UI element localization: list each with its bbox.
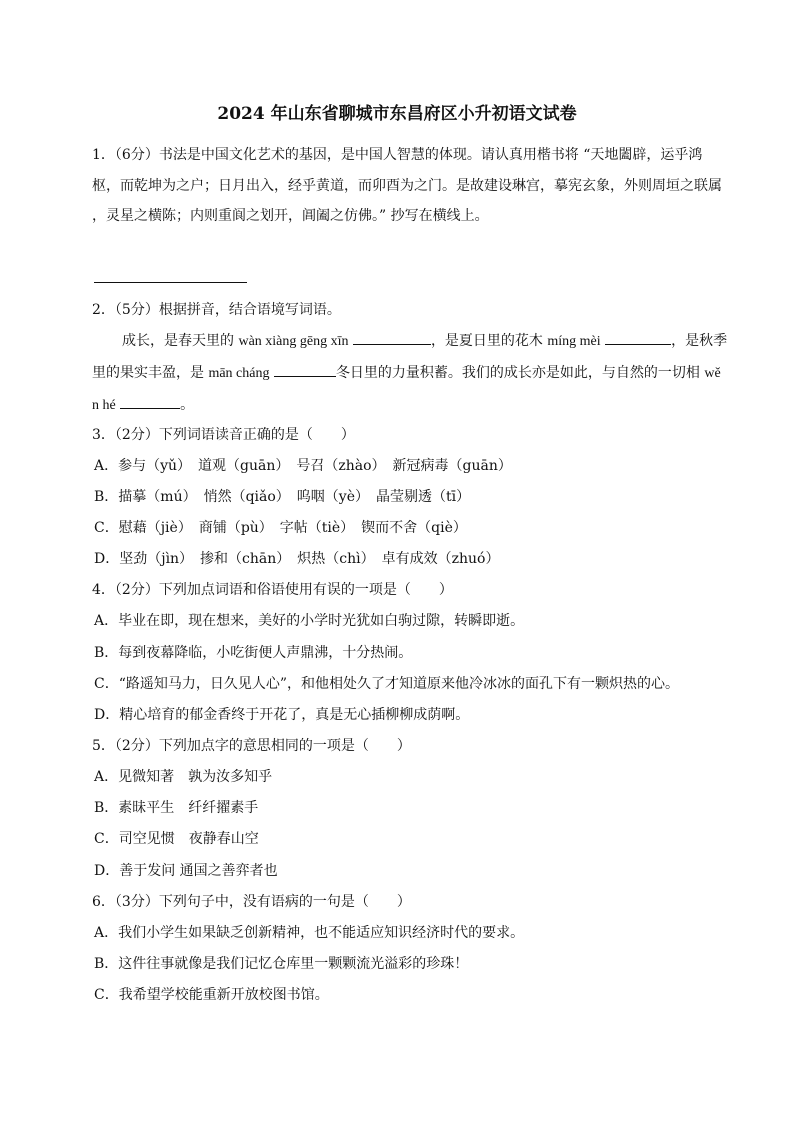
q2-pinyin-4b: n hé [92, 398, 116, 413]
q5-stem: 5．（2分）下列加点字的意思相同的一项是（ ） [92, 738, 411, 754]
q2-paragraph-line-2 [92, 362, 721, 384]
q5-option-b[interactable]: B．素昧平生 纤纤擢素手 [94, 800, 259, 816]
q1-line-1: 1．（6分）书法是中国文化艺术的基因，是中国人智慧的体现。请认真用楷书将 “天地闔辟，运乎鸿 [92, 147, 703, 163]
q2-paragraph-line-1 [122, 330, 727, 352]
q4-option-c[interactable]: C．“路遥知马力，日久见人心”，和他相处久了才知道原来他冷冰冰的面孔下有一颗炽热的心。 [94, 676, 680, 692]
q5-option-a[interactable]: A．见微知著 孰为汝多知乎 [94, 769, 273, 785]
q2-pinyin-1: wàn xiàng gēng xīn [238, 334, 349, 349]
q1-line-3: ，灵星之横陈；内则重阆之划开，阊阖之仿佛。” 抄写在横线上。 [92, 208, 489, 224]
q1-line-2: 枢，而乾坤为之户；日月出入，经乎黄道，而卯酉为之门。是故建设琳宫，摹宪玄象，外则周垣之联属 [92, 178, 722, 194]
q2-text-1b: ，是夏日里的花木 [430, 333, 548, 349]
q6-option-a[interactable]: A．我们小学生如果缺乏创新精神，也不能适应知识经济时代的要求。 [94, 925, 525, 941]
q3-stem: 3．（2分）下列词语读音正确的是（ ） [92, 427, 355, 443]
q2-text-3: 。 [180, 397, 195, 413]
q2-blank-3[interactable] [274, 362, 336, 377]
q1-answer-line[interactable] [94, 282, 247, 283]
q6-option-c[interactable]: C．我希望学校能重新开放校图书馆。 [94, 987, 329, 1003]
q3-option-c[interactable]: C．慰藉（jiè） 商铺（pù） 字帖（tiè） 锲而不舍（qiè） [94, 520, 467, 536]
q2-pinyin-4a: wě [704, 366, 721, 381]
q2-blank-4[interactable] [120, 394, 180, 409]
q5-option-c[interactable]: C．司空见惯 夜静春山空 [94, 831, 259, 847]
q2-pinyin-2: míng mèi [547, 334, 601, 349]
q2-text-1a: 成长，是春天里的 [122, 333, 239, 349]
page-title: 2024 年山东省聊城市东昌府区小升初语文试卷 [217, 104, 577, 124]
q2-stem: 2．（5分）根据拼音，结合语境写词语。 [92, 302, 341, 318]
q5-option-d[interactable]: D．善于发问 通国之善弈者也 [94, 863, 278, 879]
q3-option-a[interactable]: A．参与（yǔ） 道观（guān） 号召（zhào） 新冠病毒（guān） [94, 458, 512, 474]
q2-text-1c: ，是秋季 [671, 333, 728, 349]
q4-option-a[interactable]: A．毕业在即，现在想来，美好的小学时光犹如白驹过隙，转瞬即逝。 [94, 613, 525, 629]
q2-pinyin-3: mān cháng [208, 366, 270, 381]
q2-text-2b: 冬日里的力量积蓄。我们的成长亦是如此，与自然的一切相 [335, 365, 705, 381]
q2-paragraph-line-3 [92, 394, 194, 416]
q4-stem: 4．（2分）下列加点词语和俗语使用有误的一项是（ ） [92, 582, 453, 598]
q2-text-2a: 里的果实丰盈，是 [92, 365, 209, 381]
q2-blank-2[interactable] [605, 330, 671, 345]
q2-blank-1[interactable] [353, 330, 431, 345]
q6-stem: 6．（3分）下列句子中，没有语病的一句是（ ） [92, 894, 411, 910]
q6-option-b[interactable]: B．这件往事就像是我们记忆仓库里一颗颗流光溢彩的珍珠！ [94, 956, 469, 972]
q4-option-b[interactable]: B．每到夜幕降临，小吃街便人声鼎沸，十分热闹。 [94, 645, 413, 661]
q3-option-d[interactable]: D．坚劲（jìn） 掺和（chān） 炽热（chì） 卓有成效（zhuó） [94, 551, 500, 567]
q3-option-b[interactable]: B．描摹（mú） 悄然（qiǎo） 呜咽（yè） 晶莹剔透（tī） [94, 489, 471, 505]
q4-option-d[interactable]: D．精心培育的郁金香终于开花了，真是无心插柳柳成荫啊。 [94, 707, 470, 723]
